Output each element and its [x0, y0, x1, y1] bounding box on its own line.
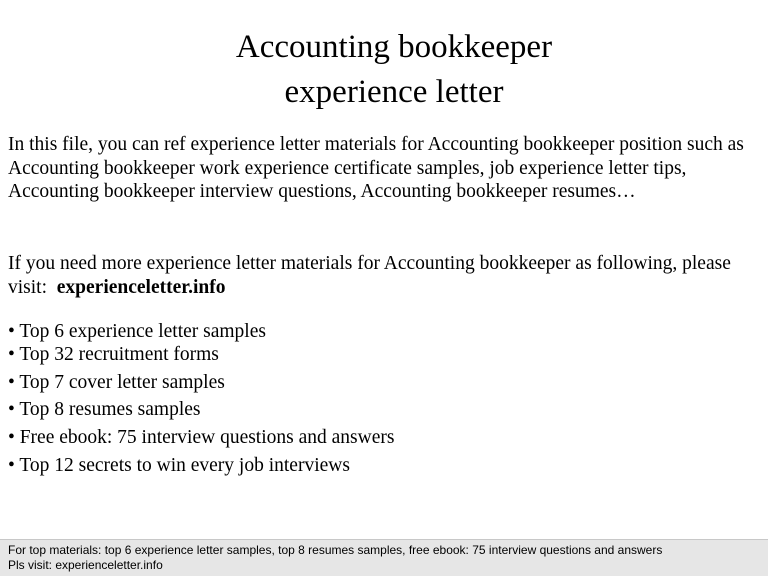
visit-text: If you need more experience letter materials for Accounting bookkeeper as following, please visit:: [8, 253, 731, 298]
footer-line-2: Pls visit: experienceletter.info: [8, 558, 163, 572]
footer-bar: [0, 539, 768, 576]
page-title-line-1: Accounting bookkeeper: [235, 29, 553, 65]
list-item: • Top 12 secrets to win every job interviews: [8, 455, 350, 476]
list-item: • Top 8 resumes samples: [8, 399, 201, 420]
list-item: • Free ebook: 75 interview questions and answers: [8, 427, 395, 448]
list-item: • Top 6 experience letter samples: [8, 321, 266, 342]
list-item: • Top 32 recruitment forms: [8, 344, 219, 365]
page-title-line-2: experience letter: [284, 74, 504, 110]
list-item: • Top 7 cover letter samples: [8, 372, 225, 393]
bullet-list: [8, 320, 760, 477]
intro-paragraph: In this file, you can ref experience letter materials for Accounting bookkeeper position such as Accounting bookkeeper work experience certificate samples, job experience letter tips, Accounting bookkeeper interview questions, Accounting bookkeeper resumes…: [8, 134, 744, 202]
visit-link[interactable]: experienceletter.info: [56, 276, 226, 298]
footer-line-1: For top materials: top 6 experience letter samples, top 8 resumes samples, free ebook: 75 interview questions and answers: [8, 543, 663, 557]
visit-paragraph: [8, 252, 760, 299]
